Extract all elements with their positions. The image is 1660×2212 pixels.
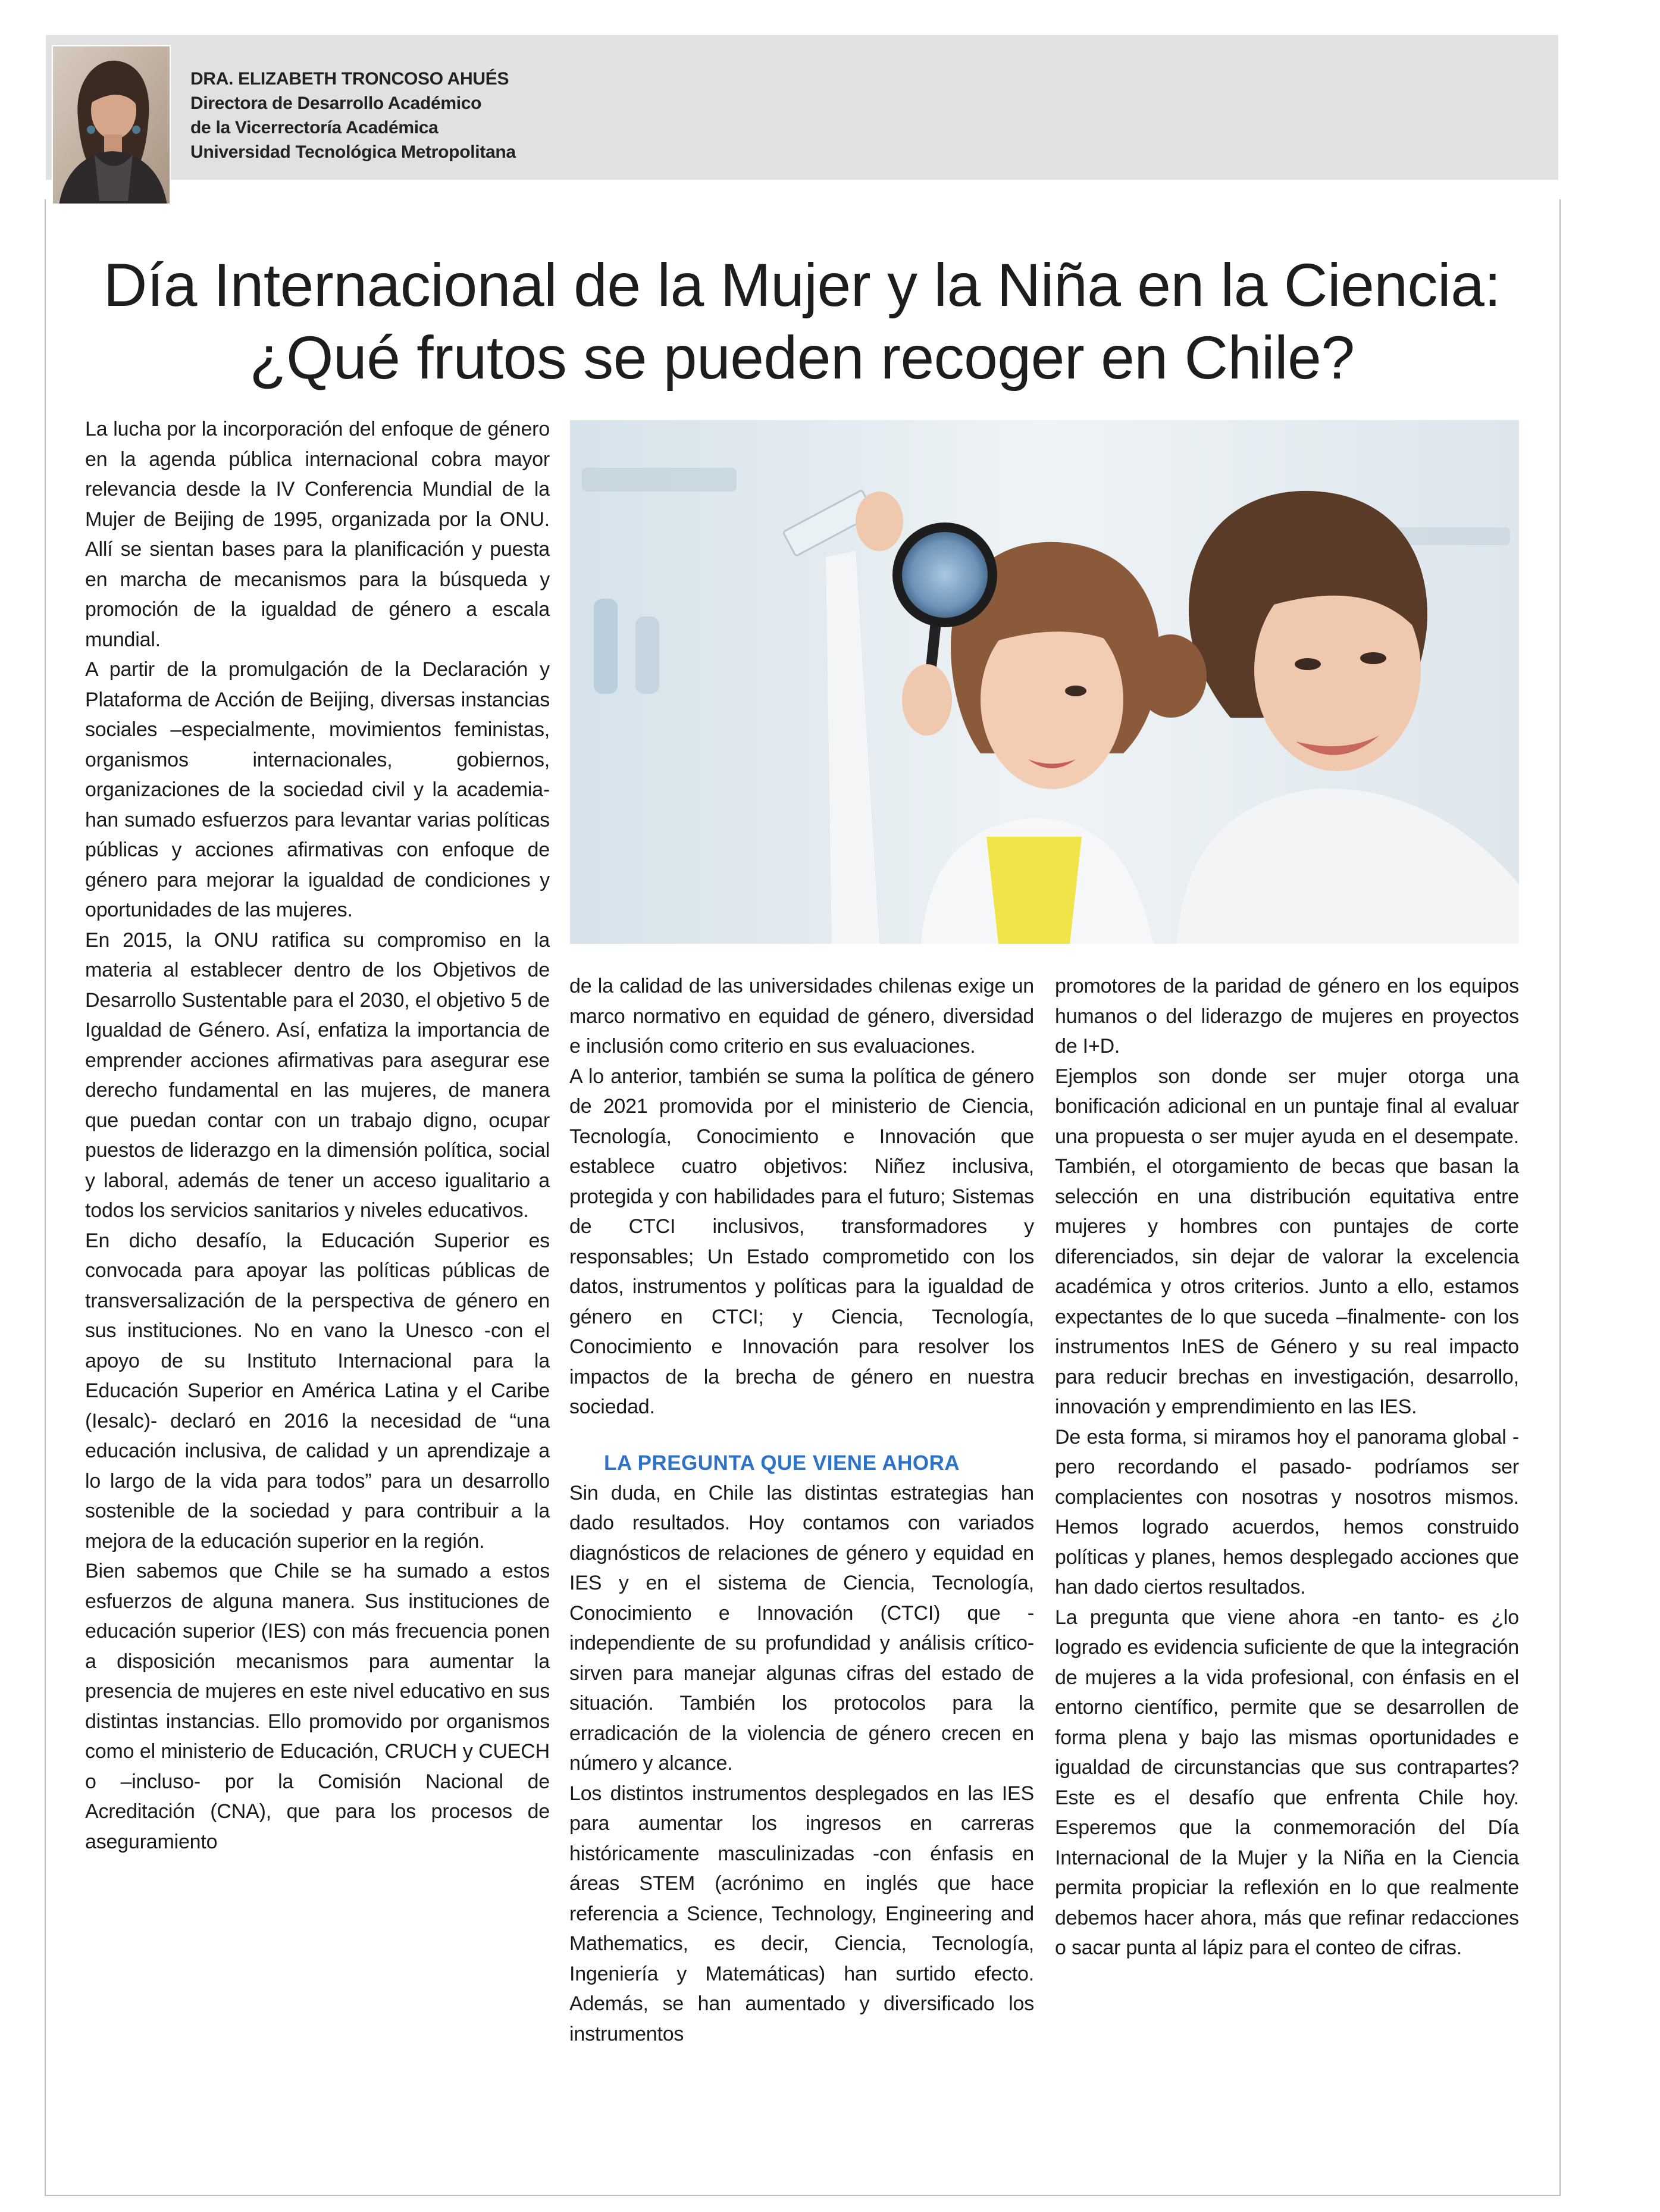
column3-paragraph: La pregunta que viene ahora -en tanto- es ¿lo logrado es evidencia suficiente de que la integración de mujeres a la vida profesional, con énfasis en el entorno científico, permite que se desarrollen de forma plena y bajo las mismas oportunidades e igualdad de circunstancias que sus contrapartes? Este es el desafío que enfrenta Chile hoy. Esperemos que la conmemoración del Día Internacional de la Mujer y la Niña en la Ciencia permita propiciar la reflexión en lo que realmente debemos hacer ahora, más que refinar redacciones o sacar punta al lápiz para el conteo de cifras. [1055,1606,1519,1959]
article-column-3 [1055,971,1519,1963]
article-headline [46,249,1558,394]
column3-paragraph: De esta forma, si miramos hoy el panorama global -pero recordando el pasado- podríamos ser complacientes con nosotras y nosotros mismos. Hemos logrado acuerdos, hemos construido políticas y planes, hemos desplegado acciones que han dado ciertos resultados. [1055,1425,1519,1598]
article-column-1 [85,414,550,1857]
scientist-photo-icon [570,420,1519,944]
column2-paragraph: Sin duda, en Chile las distintas estrategias han dado resultados. Hoy contamos con variados diagnósticos de relaciones de género y equidad en IES y en el sistema de Ciencia, Tecnología, Conocimiento e Innovación (CTCI) que -independiente de su profundidad y análisis crítico- sirven para manejar algunas cifras del estado de situación. También los protocolos para la erradicación de la violencia de género crecen en número y alcance. [569,1481,1034,1775]
author-portrait [52,45,171,205]
column2-paragraph: A lo anterior, también se suma la política de género de 2021 promovida por el ministerio de Ciencia, Tecnología, Conocimiento e Innovación que establece cuatro objetivos: Niñez inclusiva, protegida y con habilidades para el futuro; Sistemas de CTCI inclusivos, transformadores y responsables; Un Estado comprometido con los datos, instrumentos y políticas para la igualdad de género en CTCI; y Ciencia, Tecnología, Conocimiento e Innovación para resolver los impactos de la brecha de género en nuestra sociedad. [569,1065,1034,1418]
author-unit: de la Vicerrectoría Académica [190,118,439,137]
author-name: DRA. ELIZABETH TRONCOSO AHUÉS [190,69,509,89]
article-photo [570,420,1519,944]
section-subhead: LA PREGUNTA QUE VIENE AHORA [604,1451,960,1475]
headline-line-1: Día Internacional de la Mujer y la Niña en la Ciencia: [103,251,1501,319]
author-role: Directora de Desarrollo Académico [190,93,482,113]
column1-paragraph: Bien sabemos que Chile se ha sumado a estos esfuerzos de alguna manera. Sus instituciones de educación superior (IES) con más frecuencia ponen a disposición mecanismos para aumentar la presencia de mujeres en este nivel educativo en sus distintas instancias. Ello promovido por organismos como el ministerio de Educación, CRUCH y CUECH o –incluso- por la Comisión Nacional de Acreditación (CNA), que para los procesos de aseguramiento [85,1560,550,1853]
column3-paragraph: promotores de la paridad de género en los equipos humanos o del liderazgo de mujeres en proyectos de I+D. [1055,975,1519,1057]
author-credits [190,67,516,164]
column1-paragraph: A partir de la promulgación de la Declaración y Plataforma de Acción de Beijing, diversas instancias sociales –especialmente, movimientos feministas, organismos internacionales, gobiernos, organizaciones de la sociedad civil y la academia- han sumado esfuerzos para levantar varias políticas públicas y acciones afirmativas con enfoque de género para mejorar la igualdad de condiciones y oportunidades de las mujeres. [85,658,550,921]
author-institution: Universidad Tecnológica Metropolitana [190,142,516,162]
article-column-2 [569,971,1034,2049]
column1-paragraph: En dicho desafío, la Educación Superior es convocada para apoyar las políticas públicas de transversalización de la perspectiva de género en sus instituciones. No en vano la Unesco -con el apoyo de su Instituto Internacional para la Educación Superior en América Latina y el Caribe (Iesalc)- declaró en 2016 la necesidad de “una educación inclusiva, de calidad y un aprendizaje a lo largo de la vida para todos” para un desarrollo sostenible de la sociedad y para contribuir a la mejora de la educación superior en la región. [85,1229,550,1553]
author-portrait-icon [53,46,171,205]
column2-paragraph: de la calidad de las universidades chilenas exige un marco normativo en equidad de género, diversidad e inclusión como criterio en sus evaluaciones. [569,975,1034,1057]
column2-paragraph: Los distintos instrumentos desplegados en las IES para aumentar los ingresos en carreras históricamente masculinizadas -con énfasis en áreas STEM (acrónimo en inglés que hace referencia a Science, Technology, Engineering and Mathematics, es decir, Ciencia, Tecnología, Ingeniería y Matemáticas) han surtido efecto. Además, se han aumentado y diversificado los instrumentos [569,1782,1034,2045]
column3-paragraph: Ejemplos son donde ser mujer otorga una bonificación adicional en un puntaje final al evaluar una propuesta o ser mujer ayuda en el desempate. También, el otorgamiento de becas que basan la selección en una distribución equitativa entre mujeres y hombres con puntajes de corte diferenciados, sin dejar de valorar la excelencia académica y otros criterios. Junto a ello, estamos expectantes de lo que suceda –finalmente- con los instrumentos InES de Género y su real impacto para reducir brechas en investigación, desarrollo, innovación y emprendimiento en las IES. [1055,1065,1519,1418]
column1-paragraph: La lucha por la incorporación del enfoque de género en la agenda pública internacional cobra mayor relevancia desde la IV Conferencia Mundial de la Mujer de Beijing de 1995, organizada por la ONU. Allí se sientan bases para la planificación y puesta en marcha de mecanismos para la búsqueda y promoción de la igualdad de género a escala mundial. [85,418,550,651]
headline-line-2: ¿Qué frutos se pueden recoger en Chile? [249,324,1355,392]
column1-paragraph: En 2015, la ONU ratifica su compromiso en la materia al establecer dentro de los Objetivos de Desarrollo Sustentable para el 2030, el objetivo 5 de Igualdad de Género. Así, enfatiza la importancia de emprender acciones afirmativas para asegurar ese derecho fundamental en las mujeres, de manera que puedan contar con un trabajo digno, ocupar puestos de liderazgo en la dimensión política, social y laboral, además de tener un acceso igualitario a todos los servicios sanitarios y niveles educativos. [85,928,550,1222]
